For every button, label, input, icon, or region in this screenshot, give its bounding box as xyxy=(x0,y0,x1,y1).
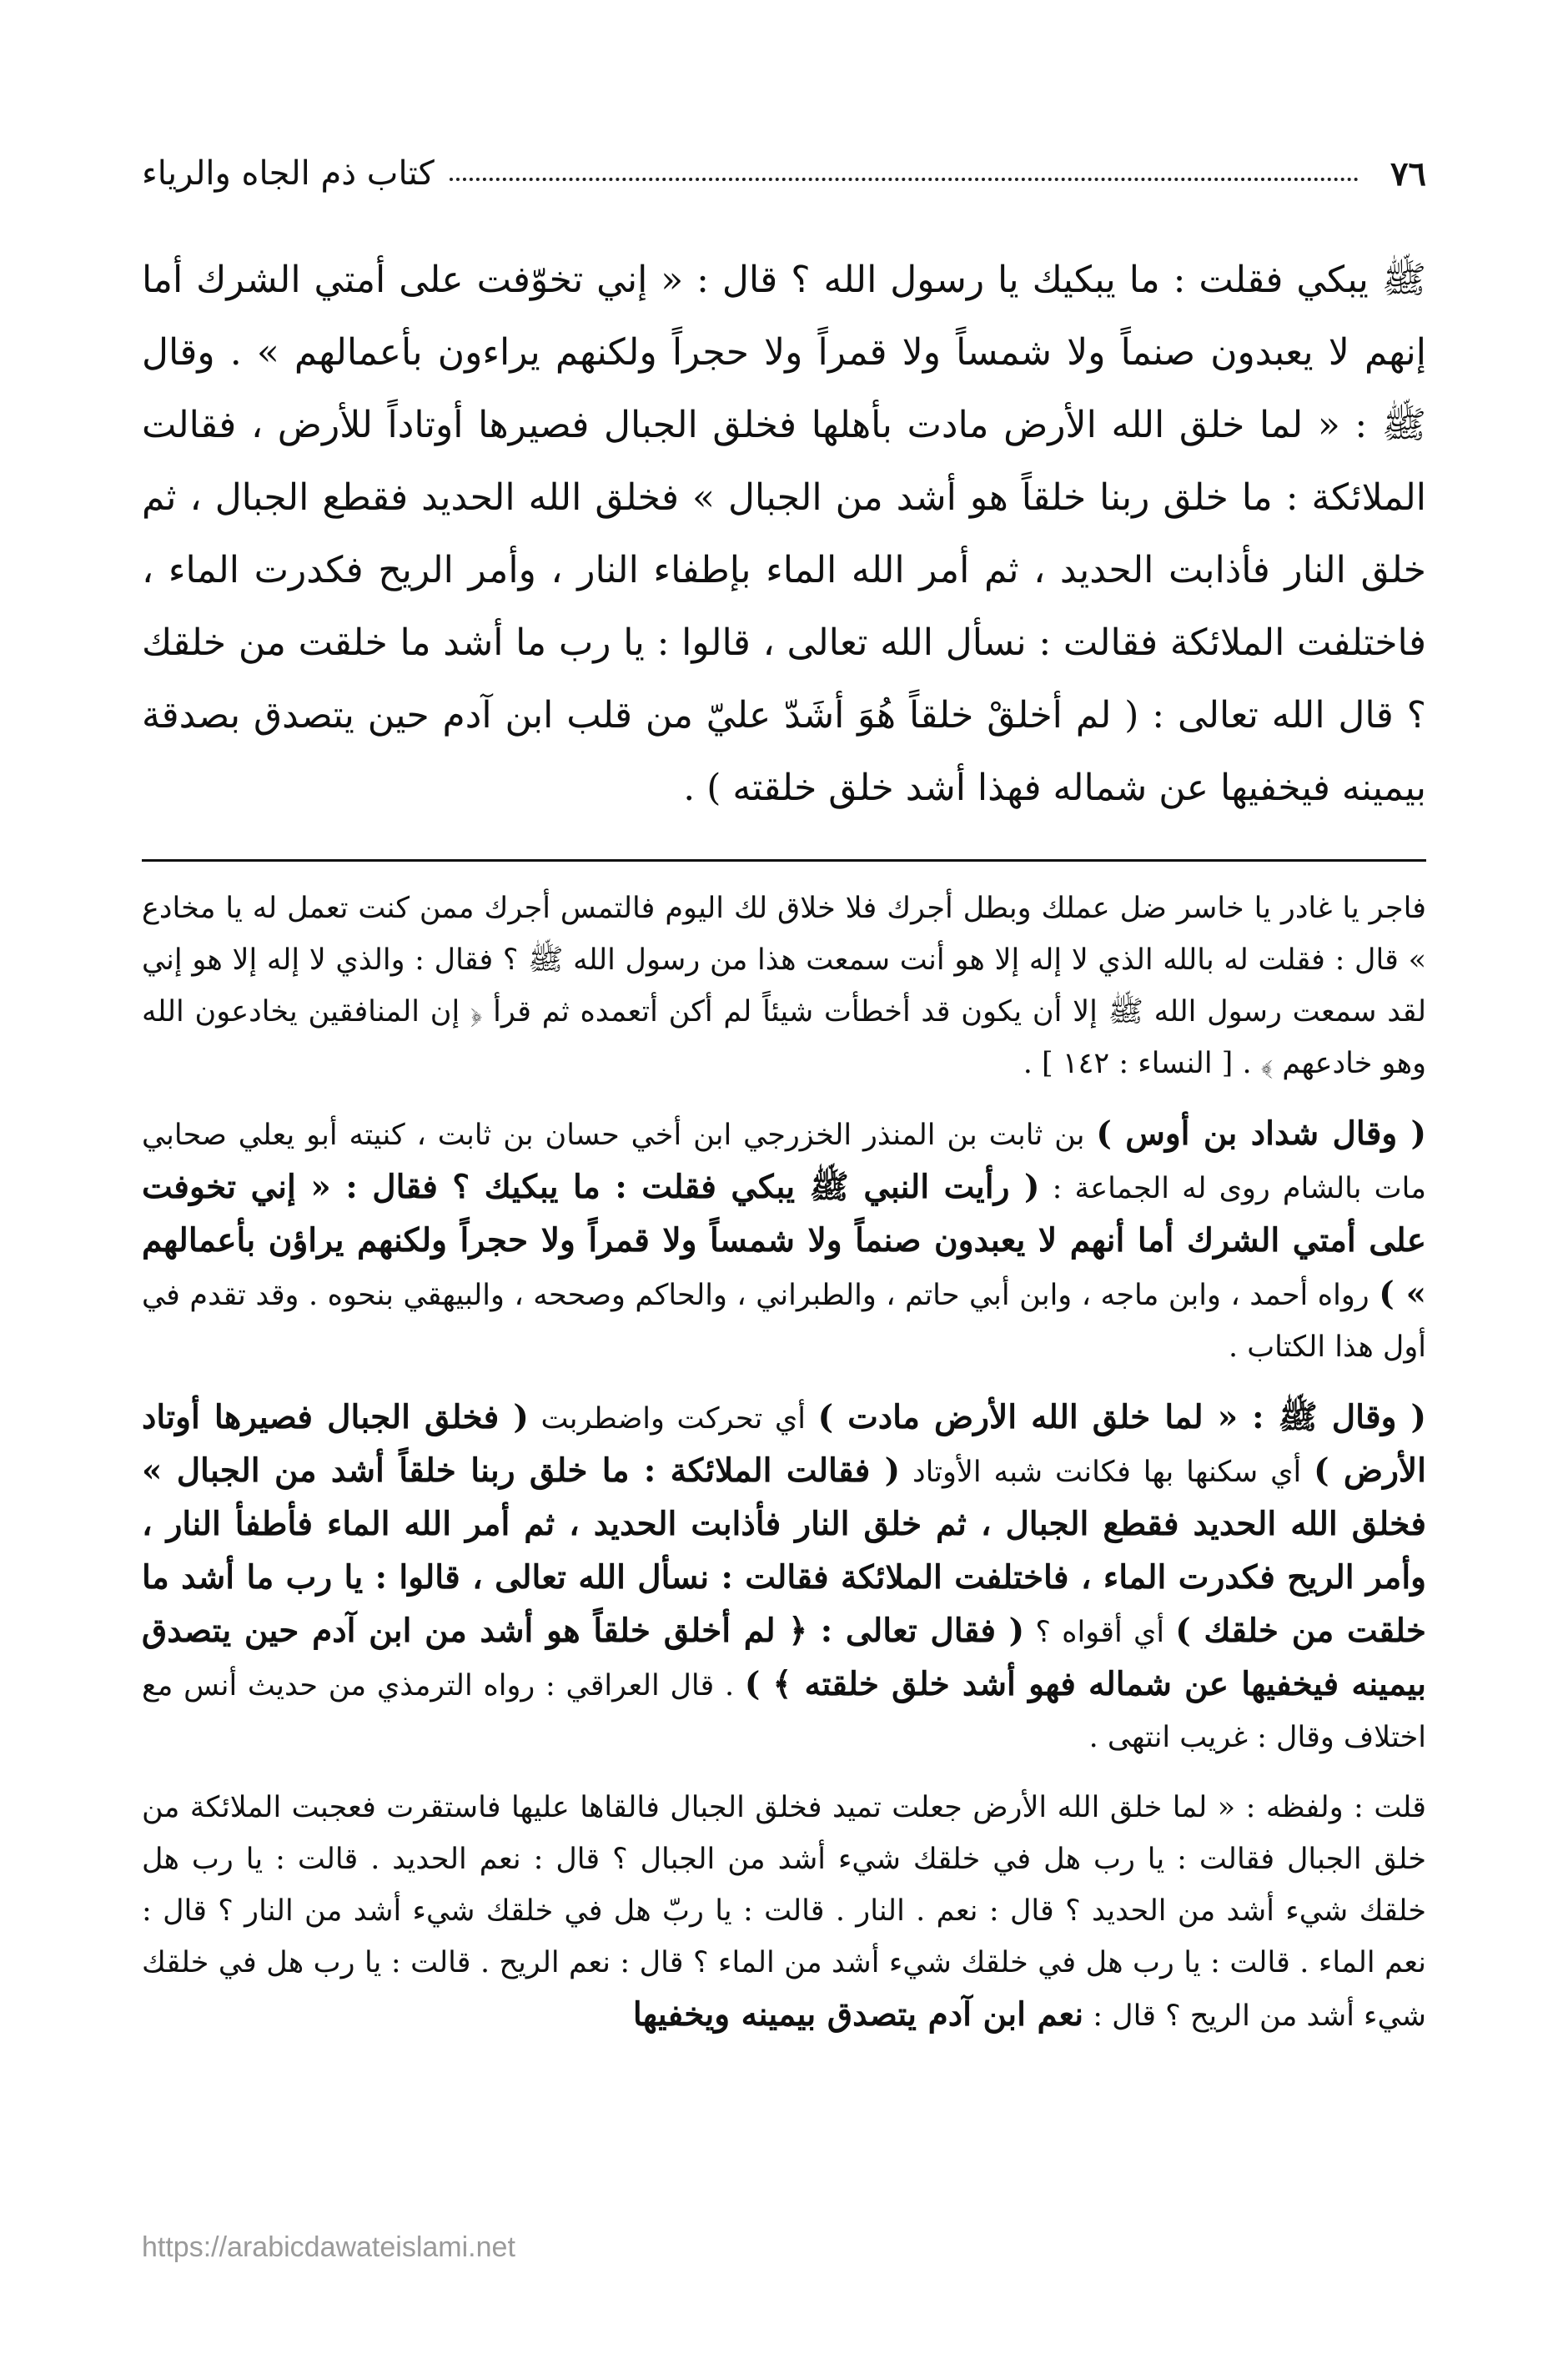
commentary-block xyxy=(142,883,1426,2060)
commentary-paragraph-3 xyxy=(142,1391,1426,1763)
hadith-quote: ( وقال ﷺ : « لما خلق الله الأرض مادت ) xyxy=(817,1398,1427,1436)
hadith-quote: ( رأيت النبي ﷺ يبكي فقلت : ما يبكيك ؟ فقال : « إني تخوفت على أمتي الشرك أما أنهم لا يعبدون صنماً ولا شمساً ولا قمراً ولا حجراً ولكنهم يراؤن بأعمالهم » ) xyxy=(142,1168,1427,1313)
hadith-quote: ( فخلق الجبال فصيرها أوتاد الأرض ) xyxy=(142,1398,1426,1490)
commentary-paragraph-1: فاجر يا غادر يا خاسر ضل عملك وبطل أجرك فلا خلاق لك اليوم فالتمس أجرك ممن كنت تعمل له يا مخادع » قال : فقلت له بالله الذي لا إله إلا هو أنت سمعت هذا من رسول الله ﷺ ؟ فقال : والذي لا إله إلا هو إني لقد سمعت رسول الله ﷺ إلا أن يكون قد أخطأت شيئاً لم أكن أتعمده ثم قرأ ﴿ إن المنافقين يخادعون الله وهو خادعهم ﴾ . [ النساء : ١٤٢ ] . xyxy=(142,892,1426,1080)
footnote-divider xyxy=(142,859,1426,862)
running-header xyxy=(142,148,1426,199)
commentary-paragraph-4 xyxy=(142,1782,1426,2042)
header-leader-dots xyxy=(450,178,1359,181)
commentary-text: . قال العراقي : رواه الترمذي من حديث أنس مع اختلاف وقال : غريب انتهى . xyxy=(142,1669,1426,1754)
hadith-quote: نعم ابن آدم يتصدق بيمينه ويخفيها xyxy=(632,1995,1084,2034)
main-paragraph: ﷺ يبكي فقلت : ما يبكيك يا رسول الله ؟ قال : « إني تخوّفت على أمتي الشرك أما إنهم لا يعبدون صنماً ولا شمساً ولا قمراً ولا حجراً ولكنهم يراءون بأعمالهم » . وقال ﷺ : « لما خلق الله الأرض مادت بأهلها فخلق الجبال فصيرها أوتاداً للأرض ، فقالت الملائكة : ما خلق ربنا خلقاً هو أشد من الجبال » فخلق الله الحديد فقطع الجبال ، ثم خلق النار فأذابت الحديد ، ثم أمر الله الماء بإطفاء النار ، وأمر الريح فكدرت الماء ، فاختلفت الملائكة فقالت : نسأل الله تعالى ، قالوا : يا رب ما أشد ما خلقت من خلقك ؟ قال الله تعالى : ( لم أخلقْ خلقاً هُوَ أشَدّ عليّ من قلب ابن آدم حين يتصدق بصدقة بيمينه فيخفيها عن شماله فهذا أشد خلق خلقته ) . xyxy=(142,259,1427,809)
source-watermark: https://arabicdawateislami.net xyxy=(142,2231,515,2263)
hadith-quote: ( فقال تعالى : ﴿ لم أخلق خلقاً هو أشد من ابن آدم حين يتصدق بيمينه فيخفيها عن شماله فهو أشد خلق خلقته ﴾ ) xyxy=(142,1612,1426,1703)
page-number: ٧٦ xyxy=(1390,153,1426,194)
commentary-text: قلت : ولفظه : « لما خلق الله الأرض جعلت تميد فخلق الجبال فالقاها عليها فاستقرت فعجبت الملائكة من خلق الجبال فقالت : يا رب هل في خلقك شيء أشد من الجبال ؟ قال : نعم الحديد . قالت : يا رب هل خلقك شيء أشد من الحديد ؟ قال : نعم . النار . قالت : يا ربّ هل في خلقك شيء أشد من النار ؟ قال : نعم الماء . قالت : يا رب هل في خلقك شيء أشد من الماء ؟ قال : نعم الريح . قالت : يا رب هل في خلقك شيء أشد من الريح ؟ قال : xyxy=(142,1791,1426,2033)
commentary-text: بن ثابت بن المنذر الخزرجي ابن أخي حسان بن ثابت ، كنيته أبو يعلي صحابي مات بالشام روى له الجماعة : xyxy=(142,1119,1427,1205)
commentary-text: أي تحركت واضطربت xyxy=(528,1402,818,1436)
book-title: كتاب ذم الجاه والرياء xyxy=(142,154,435,193)
commentary-text: أي سكنها بها فكانت شبه الأوتاد xyxy=(900,1456,1314,1489)
commentary-paragraph-2 xyxy=(142,1108,1426,1373)
commentary-text: أي أقواه ؟ xyxy=(1024,1616,1176,1649)
hadith-quote: ( فقالت الملائكة : ما خلق ربنا خلقاً أشد من الجبال » فخلق الله الحديد فقطع الجبال ، ثم خلق النار فأذابت الحديد ، ثم أمر الله الماء فأطفأ النار ، وأمر الريح فكدرت الماء ، فاختلفت الملائكة فقالت : نسأل الله تعالى ، قالوا : يا رب ما أشد ما خلقت من خلقك ) xyxy=(142,1451,1426,1650)
main-text-block xyxy=(142,244,1426,824)
hadith-quote: ( وقال شداد بن أوس ) xyxy=(1096,1114,1426,1153)
commentary-text: رواه أحمد ، وابن ماجه ، وابن أبي حاتم ، والطبراني ، والحاكم وصححه ، والبيهقي بنحوه . وقد تقدم في أول هذا الكتاب . xyxy=(142,1279,1426,1364)
